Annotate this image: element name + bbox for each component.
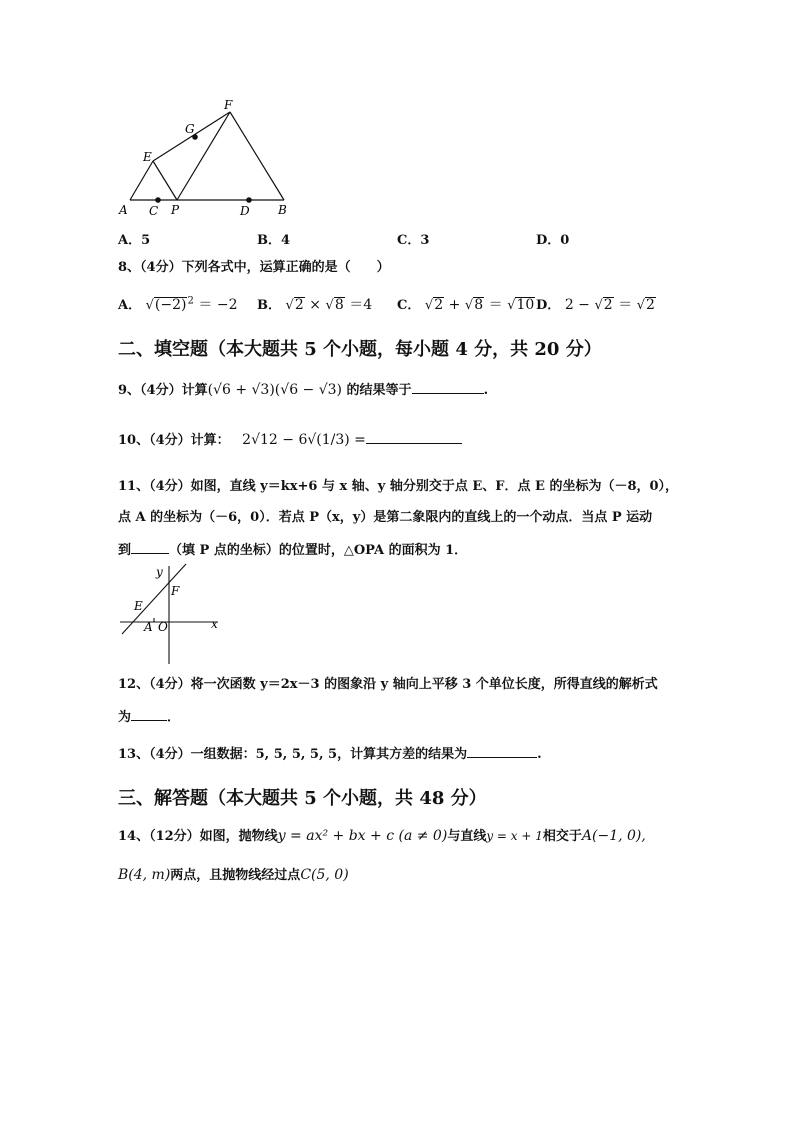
q9-end: . [483, 383, 489, 398]
label-a: A [144, 620, 153, 634]
q14-line2 [118, 867, 349, 884]
q11-line2: 点 A 的坐标为（－6，0）．若点 P（x，y）是第二象限内的直线上的一个动点．当点 P 运动 [118, 510, 653, 525]
q10-prefix: 10、（4分）计算： [118, 433, 230, 448]
q7-option-b: B．4 [257, 233, 291, 248]
q14-line1-b: 与直线 [447, 829, 487, 844]
point-d [246, 197, 252, 203]
q14-point-a: A(−1, 0), [581, 828, 646, 844]
q8-option-b: B． √2 × √8 ＝4 [257, 297, 373, 313]
q10 [118, 431, 462, 449]
label-c: C [149, 204, 159, 218]
q8-option-d-eq: ＝ [618, 297, 633, 313]
q8-option-d-label: D． [536, 298, 561, 313]
q8-option-c: C． √2 + √8 ＝ √10 [397, 297, 535, 313]
q8-option-c-eq: ＝ [488, 297, 503, 313]
q7-option-d: D．0 [536, 233, 570, 248]
q14-point-b: B(4, m) [118, 867, 171, 883]
label-x: x [211, 617, 218, 631]
label-d: D [240, 204, 250, 218]
q11-line3-a: 到 [118, 543, 132, 558]
label-p: P [171, 203, 180, 217]
q7-option-c: C．3 [397, 233, 430, 248]
q8-option-b-r1: 2 [294, 297, 304, 313]
q8-option-d-head: 2 − [564, 297, 590, 313]
q9-prefix: 9、（4分）计算 [118, 383, 208, 398]
q11-line1: 11、（4分）如图，直线 y＝kx+6 与 x 轴、y 轴分别交于点 E、F．点 E 的坐标为（－8，0）， [118, 479, 679, 494]
q8-option-b-r2: 8 [334, 297, 344, 313]
segment-fb [230, 112, 284, 200]
q12-line2-a: 为 [118, 710, 132, 725]
q12-line2 [118, 708, 180, 726]
label-f: F [224, 98, 233, 112]
q12-line1: 12、（4分）将一次函数 y＝2x－3 的图象沿 y 轴向上平移 3 个单位长度，所得直线的解析式 [118, 677, 658, 692]
label-b: B [278, 203, 287, 217]
q13-end: . [537, 747, 542, 762]
q8-option-a-tail: ＝ −2 [198, 297, 238, 313]
q14-parabola-expression: y = ax² + bx + c (a ≠ 0) [277, 828, 448, 844]
q8-option-c-label: C． [397, 298, 421, 313]
segment-ef [153, 112, 230, 161]
label-f: F [171, 584, 180, 598]
triangle-figure [112, 95, 302, 220]
line-ef [122, 564, 186, 634]
q14-point-c: C(5, 0) [300, 867, 349, 883]
segment-ae [130, 161, 153, 200]
q8-option-b-mid: × [309, 297, 322, 313]
q13-text: 13、（4分）一组数据：5, 5, 5, 5, 5，计算其方差的结果为 [118, 747, 468, 762]
segment-ep [153, 161, 177, 200]
q11-line3-b: （填 P 点的坐标）的位置时，△OPA 的面积为 1． [169, 543, 468, 558]
q8-option-c-r3: 10 [516, 297, 535, 313]
q8-option-a-label: A． [118, 298, 142, 313]
q11-line3 [118, 541, 467, 559]
q10-answer-blank[interactable] [366, 431, 462, 444]
q8-option-d: D． 2 − √2 ＝ √2 [536, 297, 655, 313]
q8-option-b-tail: ＝4 [349, 297, 373, 313]
q14-line1 [118, 828, 646, 845]
q8-option-c-r2: 8 [474, 297, 484, 313]
q8-option-b-label: B． [257, 298, 281, 313]
q8-option-d-r1: 2 [603, 297, 613, 313]
q8-option-c-mid: + [448, 297, 461, 313]
label-a: A [119, 203, 128, 217]
q13-answer-blank[interactable] [467, 745, 537, 758]
q8-option-d-r2: 2 [646, 297, 655, 313]
section2-title: 二、填空题（本大题共 5 个小题，每小题 4 分，共 20 分） [118, 339, 602, 360]
point-c [155, 197, 161, 203]
q14-line2-a: 两点，且抛物线经过点 [170, 868, 301, 883]
q8-option-a-radicand: (−2) [154, 297, 187, 313]
label-y: y [156, 565, 163, 579]
q9-expression: (√6 + √3)(√6 − √3) [207, 382, 343, 398]
q13 [118, 745, 542, 763]
q14-line-expression: y = x + 1 [486, 829, 543, 843]
q9-suffix: 的结果等于 [346, 383, 412, 398]
label-g: G [185, 122, 195, 136]
label-e: E [143, 150, 152, 164]
coordinate-figure [116, 562, 226, 668]
label-o: O [158, 620, 168, 634]
q8-option-c-r1: 2 [434, 297, 444, 313]
q11-answer-blank[interactable] [131, 541, 169, 554]
q10-expression: 2√12 − 6√(1/3) = [242, 432, 366, 448]
q12-answer-blank[interactable] [131, 708, 167, 721]
q9 [118, 381, 488, 399]
section3-title: 三、解答题（本大题共 5 个小题，共 48 分） [118, 788, 487, 809]
q9-answer-blank[interactable] [412, 381, 484, 394]
q14-line1-a: 14、（12分）如图，抛物线 [118, 829, 278, 844]
q8-stem: 8、（4分）下列各式中，运算正确的是（ ） [118, 260, 390, 275]
label-e: E [134, 599, 143, 613]
q7-option-a: A．5 [118, 233, 151, 248]
q8-option-a: A． $√(-2)^2 = -2$ [118, 295, 238, 313]
q12-line2-b: ． [167, 710, 181, 725]
q14-line1-c: 相交于 [542, 829, 582, 844]
